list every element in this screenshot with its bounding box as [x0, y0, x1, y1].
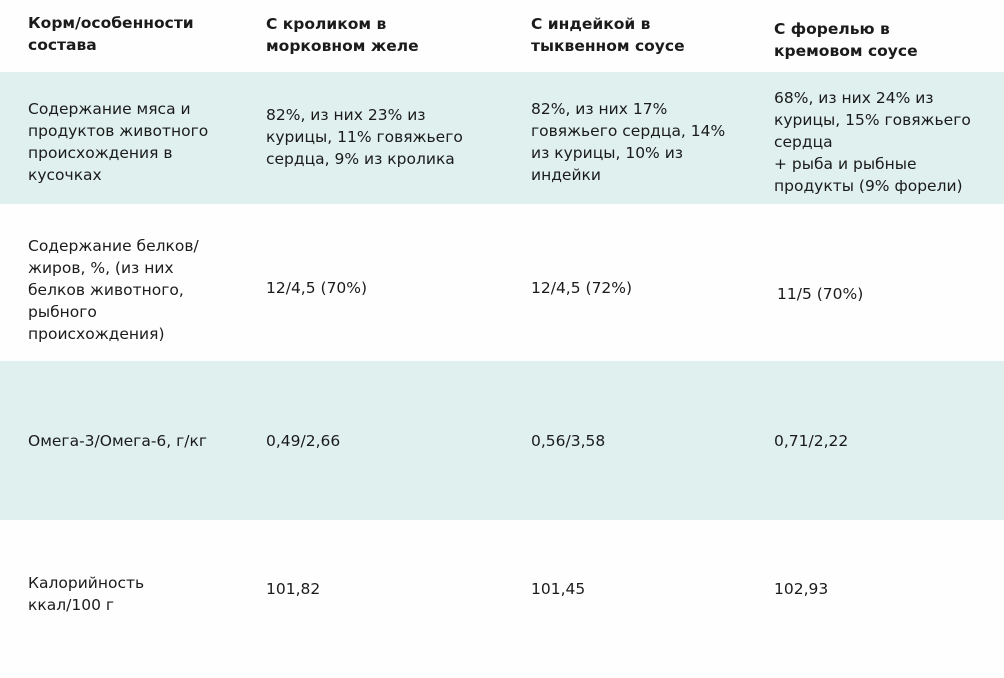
- row-value-rabbit: 0,49/2,66: [266, 432, 341, 450]
- table-header-row: [0, 0, 1004, 72]
- row-label: Калорийность ккал/100 г: [28, 574, 145, 614]
- row-value-turkey: 0,56/3,58: [531, 432, 606, 450]
- table-row-calories: [0, 520, 1004, 678]
- row-value-turkey: 82%, из них 17% говяжьего сердца, 14% из курицы, 10% из индейки: [531, 100, 726, 184]
- row-value-rabbit: 82%, из них 23% из курицы, 11% говяжьего сердца, 9% из кролика: [266, 106, 463, 168]
- table-row-omega: [0, 361, 1004, 520]
- row-label: Омега-3/Омега-6, г/кг: [28, 432, 207, 450]
- table-row-protein-fat: [0, 204, 1004, 361]
- row-value-trout: 68%, из них 24% из курицы, 15% говяжьего сердца + рыба и рыбные продукты (9% форели): [774, 89, 971, 195]
- row-value-trout: 0,71/2,22: [774, 432, 849, 450]
- header-cell-rabbit: С кроликом в морковном желе: [266, 15, 419, 55]
- row-value-trout: 102,93: [774, 580, 829, 598]
- row-value-trout: 11/5 (70%): [777, 285, 864, 303]
- header-cell-feature: Корм/особенности состава: [28, 14, 194, 54]
- row-value-rabbit: 101,82: [266, 580, 321, 598]
- row-value-rabbit: 12/4,5 (70%): [266, 279, 368, 297]
- header-cell-trout: С форелью в кремовом соусе: [774, 20, 918, 60]
- header-cell-turkey: С индейкой в тыквенном соусе: [531, 15, 685, 55]
- row-label: Содержание белков/ жиров, %, (из них белков животного, рыбного происхождения): [28, 237, 199, 343]
- table-row-meat-content: [0, 72, 1004, 204]
- row-value-turkey: 12/4,5 (72%): [531, 279, 633, 297]
- row-label: Содержание мяса и продуктов животного происхождения в кусочках: [28, 100, 209, 184]
- row-value-turkey: 101,45: [531, 580, 586, 598]
